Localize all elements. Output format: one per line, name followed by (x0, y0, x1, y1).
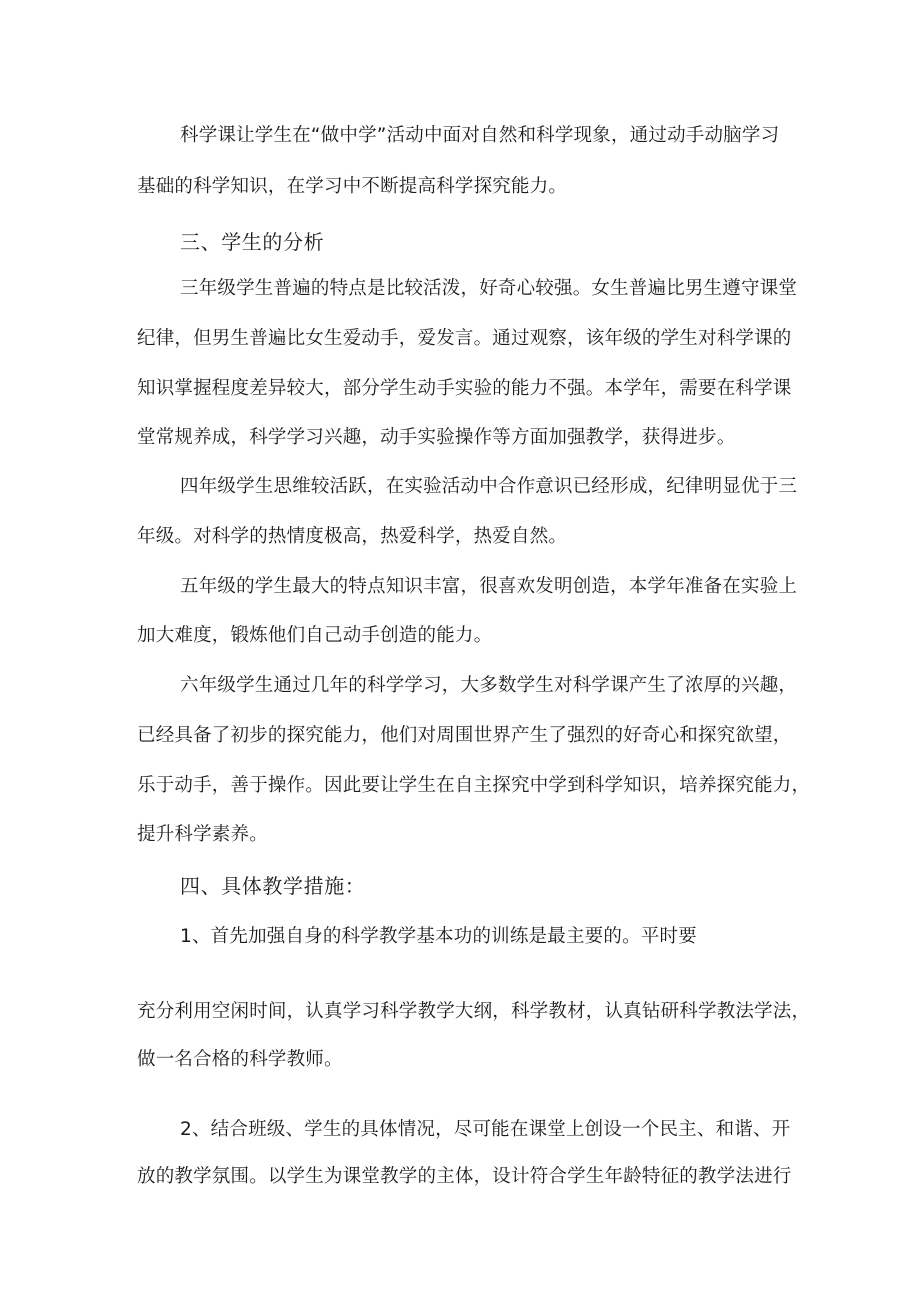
section-3-heading: 三、学生的分析 (180, 230, 325, 254)
grade5-line-1: 五年级的学生最大的特点知识丰富，很喜欢发明创造，本学年准备在实验上 (180, 576, 798, 597)
grade6-line-2: 已经具备了初步的探究能力，他们对周围世界产生了强烈的好奇心和探究欲望， (137, 725, 792, 746)
grade4-line-2: 年级。对科学的热情度极高，热爱科学，热爱自然。 (137, 526, 568, 547)
intro-line-1: 科学课让学生在“做中学”活动中面对自然和科学现象，通过动手动脑学习 (180, 125, 780, 146)
section-4-heading: 四、具体教学措施： (180, 874, 366, 898)
grade3-line-3: 知识掌握程度差异较大，部分学生动手实验的能力不强。本学年，需要在科学课 (137, 378, 792, 399)
item1-line-1: 1、首先加强自身的科学教学基本功的训练是最主要的。平时要 (180, 926, 697, 947)
grade6-line-3: 乐于动手，善于操作。因此要让学生在自主探究中学到科学知识，培养探究能力， (137, 775, 811, 796)
item2-line-2: 放的教学氛围。以学生为课堂教学的主体，设计符合学生年龄特征的教学法进行 (137, 1166, 792, 1187)
intro-line-2: 基础的科学知识，在学习中不断提高科学探究能力。 (137, 176, 568, 197)
item1-line-3: 做一名合格的科学教师。 (137, 1049, 343, 1070)
item1-line-2: 充分利用空闲时间，认真学习科学教学大纲，科学教材，认真钻研科学教法学法， (137, 1001, 811, 1022)
item2-line-1: 2、结合班级、学生的具体情况，尽可能在课堂上创设一个民主、和谐、开 (180, 1119, 791, 1140)
grade3-line-4: 堂常规养成，科学学习兴趣，动手实验操作等方面加强教学，获得进步。 (137, 427, 736, 448)
grade4-line-1: 四年级学生思维较活跃，在实验活动中合作意识已经形成，纪律明显优于三 (180, 476, 798, 497)
grade5-line-2: 加大难度，锻炼他们自己动手创造的能力。 (137, 625, 493, 646)
grade3-line-1: 三年级学生普遍的特点是比较活泼，好奇心较强。女生普遍比男生遵守课堂 (180, 278, 798, 299)
grade3-line-2: 纪律，但男生普遍比女生爱动手，爱发言。通过观察，该年级的学生对科学课的 (137, 328, 792, 349)
grade6-line-1: 六年级学生通过几年的科学学习，大多数学生对科学课产生了浓厚的兴趣， (180, 675, 798, 696)
grade6-line-4: 提升科学素养。 (137, 824, 268, 845)
